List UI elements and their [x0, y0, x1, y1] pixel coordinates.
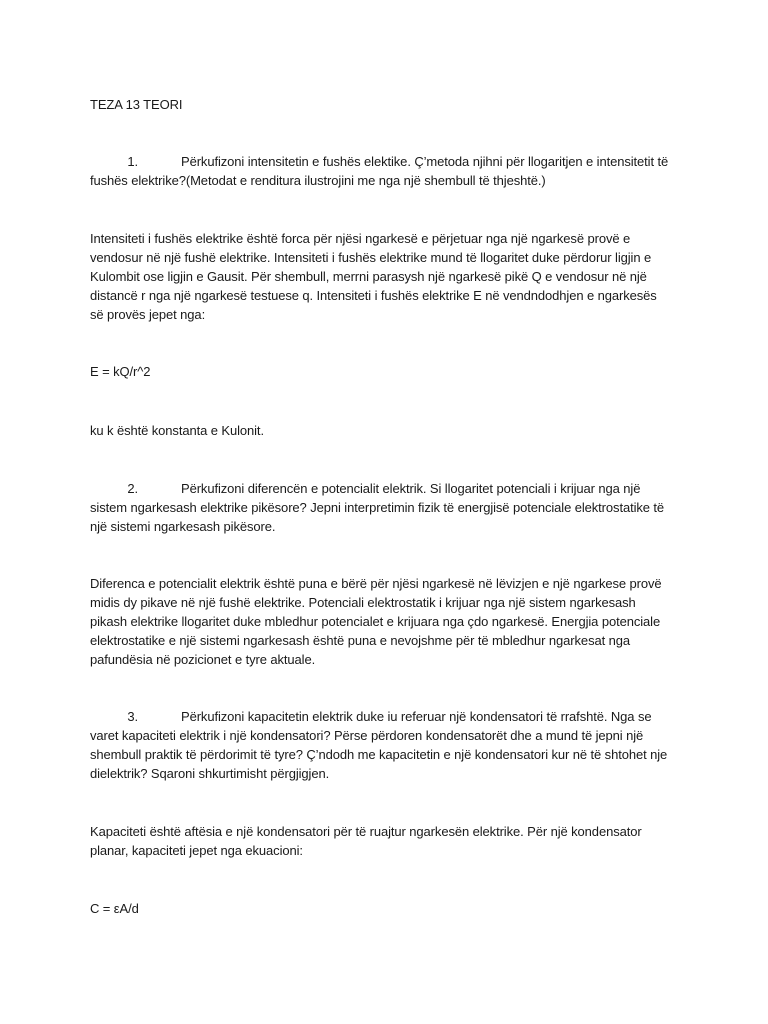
question-3-number: 3. — [127, 709, 138, 724]
question-1-number: 1. — [127, 154, 138, 169]
question-3 — [90, 707, 670, 783]
answer-2: Diferenca e potencialit elektrik është puna e bërë për njësi ngarkesë në lëvizjen e një ngarkese provë midis dy pikave në një fushë elektrike. Potenciali elektrostatik i krijuar nga një sistem ngarkesash pikash elektrike llogaritet duke mbledhur potencialet e krijuara nga çdo ngarkesë. Energjia potenciale elektrostatike e një sistemi ngarkesash është puna e nevojshme për të mbledhur ngarkesat nga pafundësia në pozicionet e tyre aktuale. — [90, 576, 662, 667]
formula-3: C = εA/d — [90, 901, 139, 916]
answer-1: Intensiteti i fushës elektrike është forca për njësi ngarkesë e përjetuar nga një ngarkesë provë e vendosur në një fushë elektrike. Intensiteti i fushës elektrike mund të llogaritet duke përdorur ligjin e Kulombit ose ligjin e Gausit. Për shembull, merrni parasysh një ngarkesë pikë Q e vendosur në një distancë r nga një ngarkesë testuese q. Intensiteti i fushës elektrike E në vendndodhjen e ngarkesës së provës jepet nga: — [90, 231, 657, 322]
question-1 — [90, 152, 670, 190]
answer-3: Kapaciteti është aftësia e një kondensatori për të ruajtur ngarkesën elektrike. Për një kondensator planar, kapaciteti jepet nga ekuacioni: — [90, 824, 642, 858]
question-1-text: Përkufizoni intensitetin e fushës elektike. Ç’metoda njihni për llogaritjen e intensitetit të fushës elektrike?(Metodat e renditura ilustrojini me nga një shembull të thjeshtë.) — [90, 154, 669, 188]
document-title: TEZA 13 TEORI — [90, 97, 183, 112]
question-2 — [90, 479, 670, 536]
question-2-text: Përkufizoni diferencën e potencialit elektrik. Si llogaritet potenciali i krijuar nga një sistem ngarkesash elektrike pikësore? Jepni interpretimin fizik të energjisë potenciale elektrostatike të një sistemi ngarkesash pikësore. — [90, 481, 665, 534]
formula-1: E = kQ/r^2 — [90, 364, 151, 379]
question-3-text: Përkufizoni kapacitetin elektrik duke iu referuar një kondensatori të rrafshtë. Nga se varet kapaciteti elektrik i një kondensatori? Përse përdoren kondensatorët dhe a mund të jepni një shembull praktik të përdorimit të tyre? Ç’ndodh me kapacitetin e një kondensatori kur në të shtohet nje dielektrik? Sqaroni shkurtimisht përgjigjen. — [90, 709, 668, 781]
question-2-number: 2. — [127, 481, 138, 496]
answer-1-note: ku k është konstanta e Kulonit. — [90, 423, 264, 438]
